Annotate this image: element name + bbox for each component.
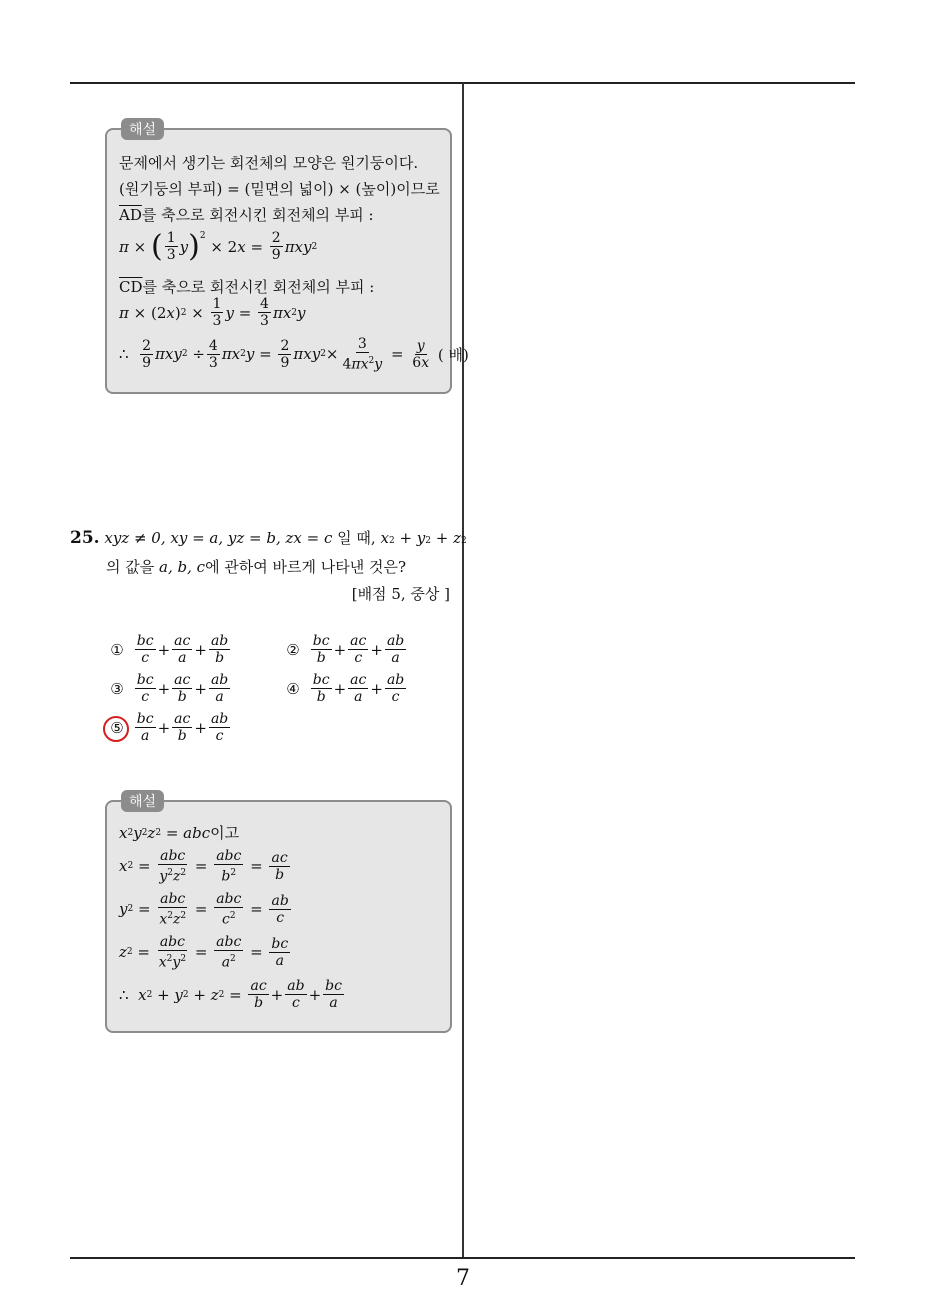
solution-tag: 해설 (121, 790, 164, 812)
problem-25: 25. xyz ≠ 0, xy = a, yz = b, zx = c 일 때, x $_2$ + y $_2$ + z $_2$ 의 값을 a, b, c에 관하여 바르게 나타낸 것은? [배점 5, 중상 ] (70, 528, 467, 603)
solution1-line5: $\overline{CD}$ 를 축으로 회전시킨 회전체의 부피 : (119, 277, 375, 296)
solution-box-2 (105, 794, 452, 1033)
solution1-line1: 문제에서 생기는 회전체의 모양은 원기둥이다. (119, 154, 419, 172)
footer-rule (70, 1257, 855, 1259)
solution-box-1 (105, 122, 469, 394)
segment-ad: $\overline{AD}$ (119, 205, 142, 224)
page-number: 7 (456, 1266, 470, 1291)
choice-3[interactable]: ③ $\frac{bc}{c}$ + $\frac{ac}{b}$ + $\frac{ab}{a}$ (110, 672, 229, 705)
solution1-formula2: π × (2 x ) 2 × $\frac{1}{3}$ y = $\frac{4}{3}$ πx 2 y (119, 296, 306, 329)
solution1-conclusion: ∴ $\frac{2}{9}$ πxy 2 ÷ $\frac{4}{3}$ πx 2 y = $\frac{2}{9}$ πxy 2 × $\frac{3}{4\pi x^2y}$ = $\frac{y}{6x}$ ( 배) (119, 336, 469, 373)
choice-2[interactable]: ② $\frac{bc}{b}$ + $\frac{ac}{c}$ + $\frac{ab}{a}$ (286, 633, 405, 666)
solution2-x2: x 2 = $\frac{\text{abc}}{y^2z^2}$ = $\frac{\text{abc}}{b^2}$ = $\frac{ac}{b}$ (119, 848, 288, 885)
solution2-line1: x 2 y 2 z 2 = abc 이고 (119, 823, 240, 842)
choice-1[interactable]: ① $\frac{bc}{c}$ + $\frac{ac}{a}$ + $\frac{ab}{b}$ (110, 633, 229, 666)
solution1-line2: (원기둥의 부피) = (밑면의 넓이) × (높이)이므로 (119, 180, 440, 198)
answer-suffix: ( 배) (437, 345, 469, 364)
score-label: [배점 5, 중상 ] (351, 585, 450, 603)
choice-4[interactable]: ④ $\frac{bc}{b}$ + $\frac{ac}{a}$ + $\frac{ab}{c}$ (286, 672, 405, 705)
solution-tag: 해설 (121, 118, 164, 140)
selected-answer-mark (103, 716, 129, 742)
choice-5[interactable]: ⑤ $\frac{bc}{a}$ + $\frac{ac}{b}$ + $\frac{ab}{c}$ (106, 711, 232, 744)
solution1-line3: $\overline{AD}$ 를 축으로 회전시킨 회전체의 부피 : (119, 205, 374, 224)
solution2-z2: z 2 = $\frac{\text{abc}}{x^2y^2}$ = $\frac{\text{abc}}{a^2}$ = $\frac{bc}{a}$ (119, 934, 289, 971)
solution2-conclusion: ∴ x 2 + y 2 + z 2 = $\frac{ac}{b}$ + $\frac{ab}{c}$ + $\frac{bc}{a}$ (119, 978, 342, 1011)
segment-cd: $\overline{CD}$ (119, 277, 143, 296)
solution1-formula1: π × ( $\frac{1}{3}$ y ) $^2$ × 2 x = $\frac{2}{9}$ πxy 2 (119, 228, 318, 264)
problem-number: 25. (70, 528, 100, 548)
column-divider (462, 83, 464, 1258)
solution2-y2: y 2 = $\frac{\text{abc}}{x^2z^2}$ = $\frac{\text{abc}}{c^2}$ = $\frac{ab}{c}$ (119, 891, 289, 928)
